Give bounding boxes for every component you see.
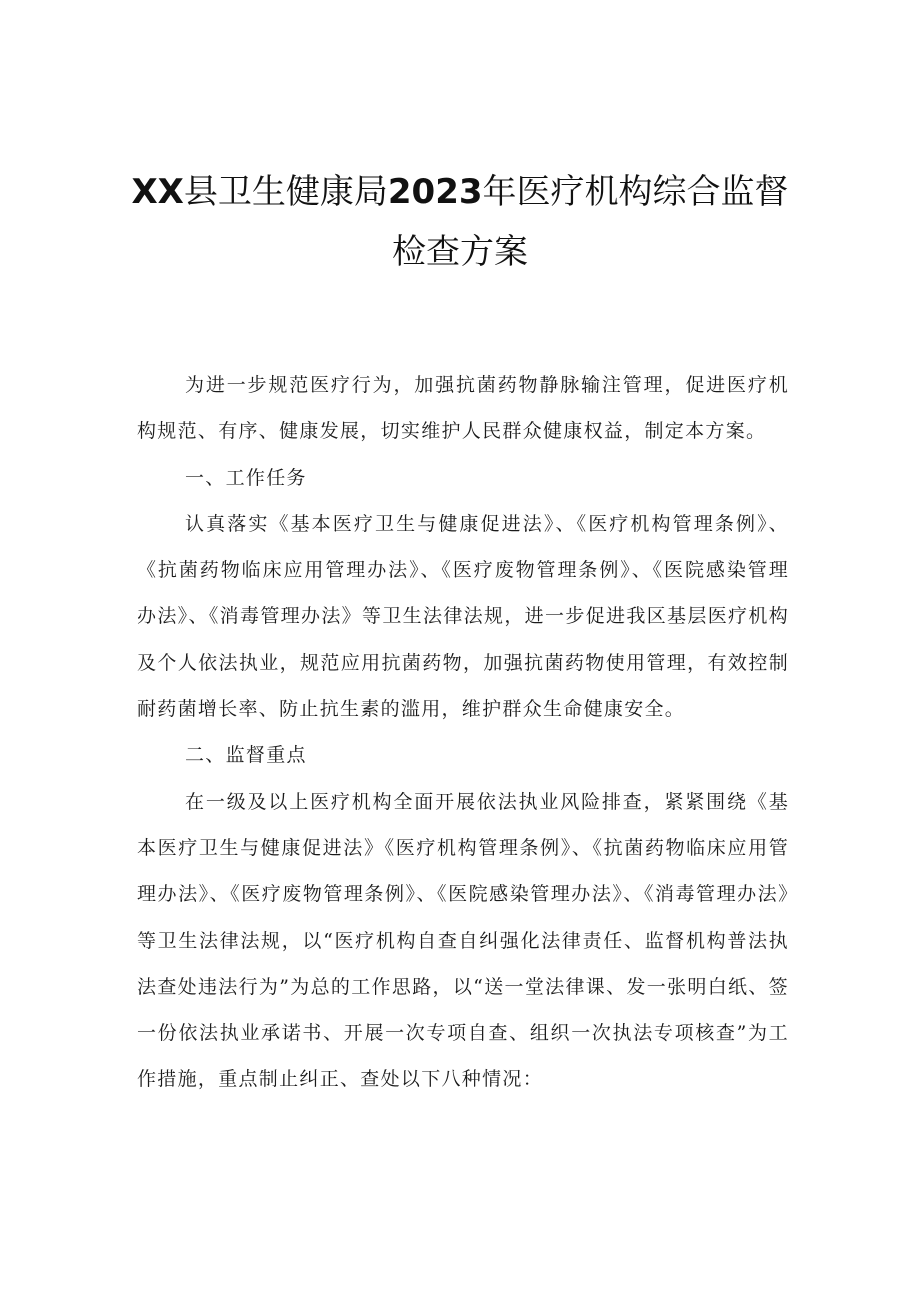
title-year: 2023	[387, 172, 483, 212]
document-body	[137, 362, 789, 1103]
title-text-2: 年医疗机构综合监督	[482, 172, 789, 212]
intro-paragraph: 为进一步规范医疗行为，加强抗菌药物静脉输注管理，促进医疗机构规范、有序、健康发展，切实维护人民群众健康权益，制定本方案。	[137, 374, 789, 443]
work-tasks-paragraph: 认真落实《基本医疗卫生与健康促进法》、《医疗机构管理条例》、《抗菌药物临床应用管理办法》、《医疗废物管理条例》、《医院感染管理办法》、《消毒管理办法》等卫生法律法规，进一步促进我区基层医疗机构及个人依法执业，规范应用抗菌药物，加强抗菌药物使用管理，有效控制耐药菌增长率、防止抗生素的滥用，维护群众生命健康安全。	[137, 512, 789, 721]
title-text-1: 县卫生健康局	[183, 172, 388, 212]
title-prefix: XX	[131, 172, 184, 212]
document-title	[120, 162, 800, 282]
section-heading-supervision-focus: 二、监督重点	[185, 744, 307, 767]
title-line-2: 检查方案	[392, 232, 528, 272]
title-line-1	[120, 162, 800, 222]
supervision-focus-paragraph: 在一级及以上医疗机构全面开展依法执业风险排查，紧紧围绕《基本医疗卫生与健康促进法》《医疗机构管理条例》、《抗菌药物临床应用管理办法》、《医疗废物管理条例》、《医院感染管理办法》、《消毒管理办法》等卫生法律法规，以“医疗机构自查自纠强化法律责任、监督机构普法执法查处违法行为”为总的工作思路，以“送一堂法律课、发一张明白纸、签一份依法执业承诺书、开展一次专项自查、组织一次执法专项核查”为工作措施，重点制止纠正、查处以下八种情况：	[137, 790, 789, 1091]
section-heading-work-tasks: 一、工作任务	[185, 466, 307, 489]
